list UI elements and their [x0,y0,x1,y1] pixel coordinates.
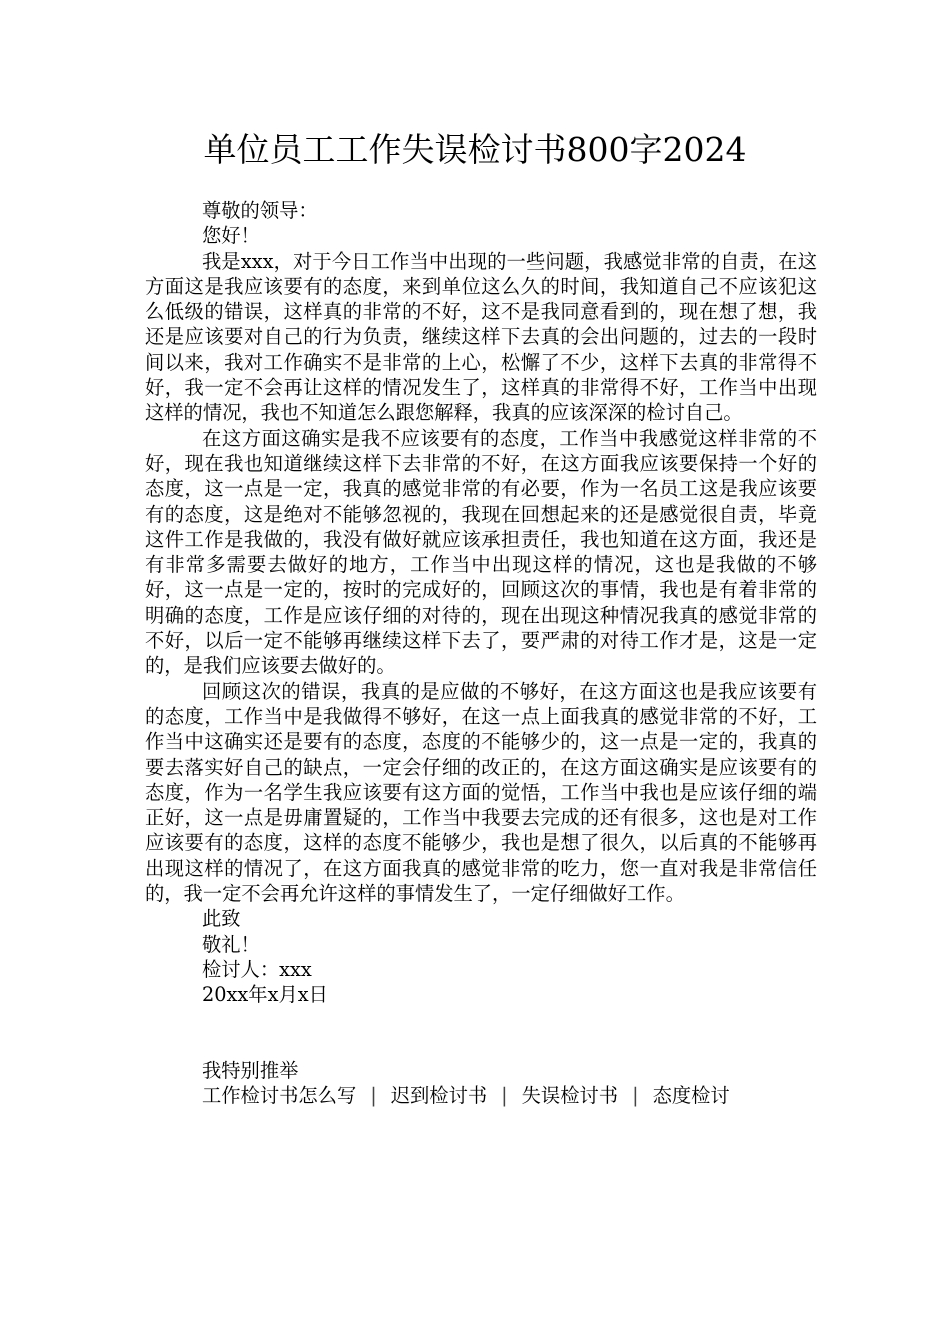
recommend-links [145,1083,817,1108]
closing-salute: 敬礼！ [202,932,260,956]
greeting: 您好！ [202,224,260,248]
date: 20xx年x月x日 [202,983,328,1007]
document-title: 单位员工工作失误检讨书800字2024 [203,130,747,169]
paragraph-1: 我是xxx，对于今日工作当中出现的一些问题，我感觉非常的自责，在这方面这是我应该要有的态度，来到单位这么久的时间，我知道自己不应该犯这么低级的错误，这样真的非常的不好，这不是我同意看到的，现在想了想，我还是应该要对自己的行为负责，继续这样下去真的会出问题的，过去的一段时间以来，我对工作确实不是非常的上心，松懈了不少，这样下去真的非常得不好，我一定不会再让这样的情况发生了，这样真的非常得不好，工作当中出现这样的情况，我也不知道怎么跟您解释，我真的应该深深的检讨自己。 [145,249,817,425]
recommend-link-late-review[interactable]: 迟到检讨书 [390,1083,488,1107]
link-separator: | [370,1083,377,1107]
salutation: 尊敬的领导： [202,199,318,222]
spacer [145,1008,817,1058]
recommend-link-mistake-review[interactable]: 失误检讨书 [521,1083,619,1107]
paragraph-2: 在这方面这确实是我不应该要有的态度，工作当中我感觉这样非常的不好，现在我也知道继续这样下去非常的不好，在这方面我应该要保持一个好的态度，这一点是一定，我真的感觉非常的有必要，作为一名员工这是我应该要有的态度，这是绝对不能够忽视的，我现在回想起来的还是感觉很自责，毕竟这件工作是我做的，我没有做好就应该承担责任，我也知道在这方面，我还是有非常多需要去做好的地方，工作当中出现这样的情况，这也是我做的不够好，这一点是一定的，按时的完成好的，回顾这次的事情，我也是有着非常的明确的态度，工作是应该仔细的对待的，现在出现这种情况我真的感觉非常的不好，以后一定不能够再继续这样下去了，要严肃的对待工作才是，这是一定的，是我们应该要去做好的。 [145,426,817,678]
recommend-link-attitude-review[interactable]: 态度检讨 [652,1083,730,1107]
recommend-heading: 我特别推举 [202,1058,299,1082]
document-body [145,198,817,1108]
signature: 检讨人：xxx [202,957,312,981]
link-separator: | [501,1083,508,1107]
link-separator: | [632,1083,639,1107]
paragraph-3: 回顾这次的错误，我真的是应做的不够好，在这方面这也是我应该要有的态度，工作当中是我做得不够好，在这一点上面我真的感觉非常的不好，工作当中这确实还是要有的态度，态度的不能够少的，这一点是一定的，我真的要去落实好自己的缺点，一定会仔细的改正的，在这方面这确实是应该要有的态度，作为一名学生我应该要有这方面的觉悟，工作当中我也是应该仔细的端正好，这一点是毋庸置疑的，工作当中我要去完成的还有很多，这也是对工作应该要有的态度，这样的态度不能够少，我也是想了很久，以后真的不能够再出现这样的情况了，在这方面我真的感觉非常的吃力，您一直对我是非常信任的，我一定不会再允许这样的事情发生了，一定仔细做好工作。 [145,679,817,906]
closing-regards: 此致 [202,907,241,931]
recommend-link-work-review[interactable]: 工作检讨书怎么写 [202,1083,357,1107]
